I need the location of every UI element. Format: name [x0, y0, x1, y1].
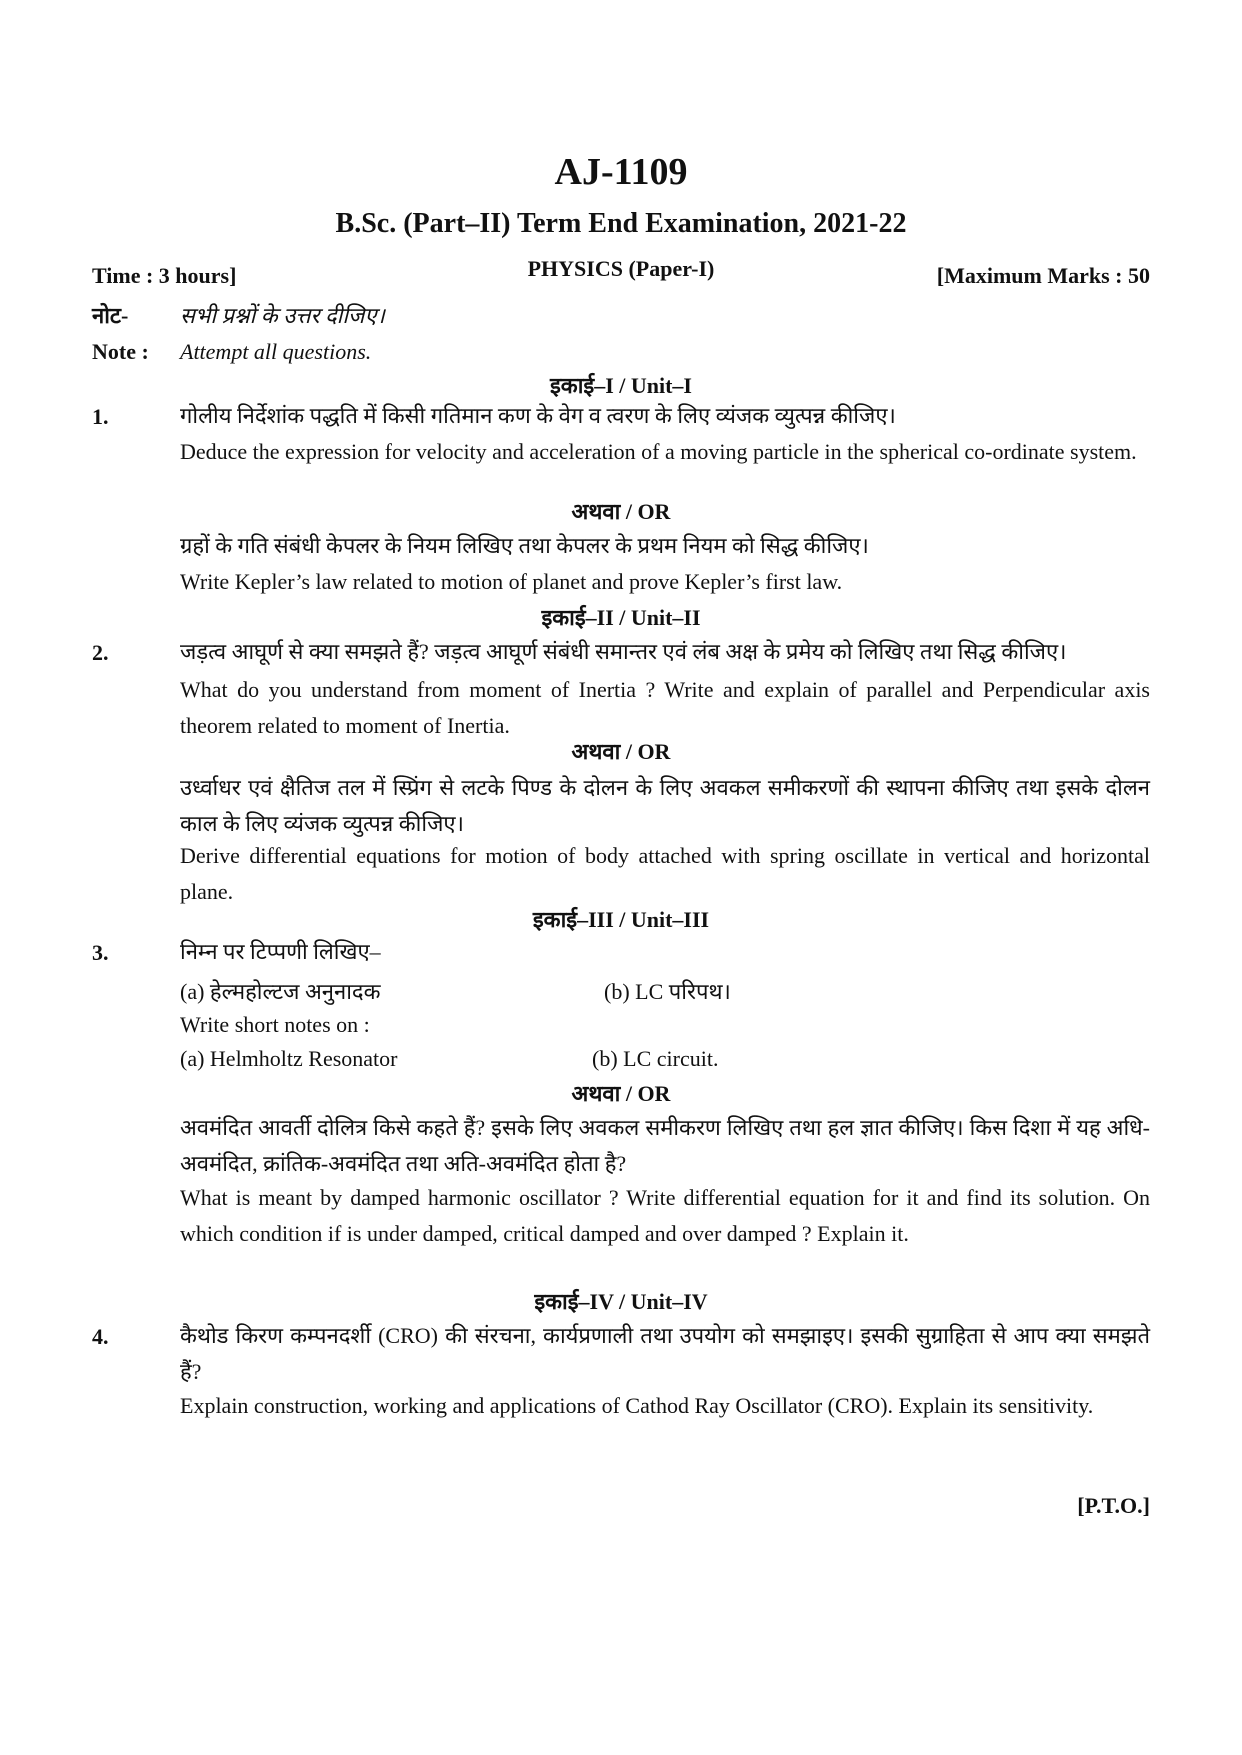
question-4-english: Explain construction, working and applications of Cathod Ray Oscillator (CRO). Explain its sensitivity.	[180, 1393, 1094, 1418]
paper-code: AJ-1109	[554, 151, 688, 193]
question-3-english-option-a: (a) Helmholtz Resonator	[180, 1046, 398, 1071]
question-2-english: What do you understand from moment of Inertia ? Write and explain of parallel and Perpendicular axis theorem related to moment of Inertia.	[180, 677, 1150, 738]
question-3-or-hindi: अवमंदित आवर्ती दोलित्र किसे कहते हैं? इसके लिए अवकल समीकरण लिखिए तथा हल ज्ञात कीजिए। किस दिशा में यह अधि-अवमंदित, क्रांतिक-अवमंदित तथा अति-अवमंदित होता है?	[180, 1115, 1150, 1176]
time-label: Time : 3 hours]	[92, 263, 237, 288]
question-3-english: Write short notes on :	[180, 1012, 370, 1037]
question-3-or-english: What is meant by damped harmonic oscillator ? Write differential equation for it and find its solution. On which condition if is under damped, critical damped and over damped ? Explain it.	[180, 1185, 1150, 1246]
paper-name: PHYSICS (Paper-I)	[527, 256, 715, 281]
question-3-english-option-b: (b) LC circuit.	[592, 1046, 719, 1071]
please-turn-over: [P.T.O.]	[1077, 1493, 1150, 1518]
note-hindi-text: सभी प्रश्नों के उत्तर दीजिए।	[180, 303, 385, 328]
question-3-number: 3.	[92, 940, 109, 965]
unit-1-heading: इकाई–I / Unit–I	[550, 373, 692, 398]
question-2-hindi: जड़त्व आघूर्ण से क्या समझते हैं? जड़त्व आघूर्ण संबंधी समान्तर एवं लंब अक्ष के प्रमेय को लिखिए तथा सिद्ध कीजिए।	[180, 639, 1067, 664]
question-3-hindi: निम्न पर टिप्पणी लिखिए–	[180, 939, 381, 964]
question-2-or-english: Derive differential equations for motion of body attached with spring oscillate in vertical and horizontal plane.	[180, 843, 1150, 904]
question-4-hindi: कैथोड किरण कम्पनदर्शी (CRO) की संरचना, कार्यप्रणाली तथा उपयोग को समझाइए। इसकी सुग्राहिता से आप क्या समझते हैं?	[180, 1323, 1150, 1384]
note-hindi-label: नोट-	[92, 303, 129, 328]
question-1-or-hindi: ग्रहों के गति संबंधी केपलर के नियम लिखिए तथा केपलर के प्रथम नियम को सिद्ध कीजिए।	[180, 533, 869, 558]
question-1-or-english: Write Kepler’s law related to motion of planet and prove Kepler’s first law.	[180, 569, 843, 594]
or-divider-1: अथवा / OR	[571, 499, 671, 524]
question-1-hindi: गोलीय निर्देशांक पद्धति में किसी गतिमान कण के वेग व त्वरण के लिए व्यंजक व्युत्पन्न कीजिए।	[180, 403, 896, 428]
question-3-hindi-option-b: (b) LC परिपथ।	[604, 979, 731, 1004]
note-english-text: Attempt all questions.	[180, 339, 372, 364]
question-2-or-hindi: उर्ध्वाधर एवं क्षैतिज तल में स्प्रिंग से लटके पिण्ड के दोलन के लिए अवकल समीकरणों की स्थापना कीजिए तथा इसके दोलन काल के लिए व्यंजक व्युत्पन्न कीजिए।	[180, 775, 1150, 836]
question-1-number: 1.	[92, 404, 109, 429]
max-marks-label: [Maximum Marks : 50	[936, 263, 1150, 288]
or-divider-2: अथवा / OR	[571, 739, 671, 764]
note-english-label: Note :	[92, 339, 149, 364]
or-divider-3: अथवा / OR	[571, 1081, 671, 1106]
unit-3-heading: इकाई–III / Unit–III	[532, 907, 710, 932]
question-2-number: 2.	[92, 640, 109, 665]
unit-2-heading: इकाई–II / Unit–II	[541, 605, 701, 630]
unit-4-heading: इकाई–IV / Unit–IV	[534, 1289, 708, 1314]
question-4-number: 4.	[92, 1324, 109, 1349]
question-1-english: Deduce the expression for velocity and acceleration of a moving particle in the spherical co-ordinate system.	[180, 439, 1137, 464]
exam-title: B.Sc. (Part–II) Term End Examination, 2021-22	[335, 208, 907, 239]
question-3-hindi-option-a: (a) हेल्महोल्टज अनुनादक	[180, 979, 381, 1004]
